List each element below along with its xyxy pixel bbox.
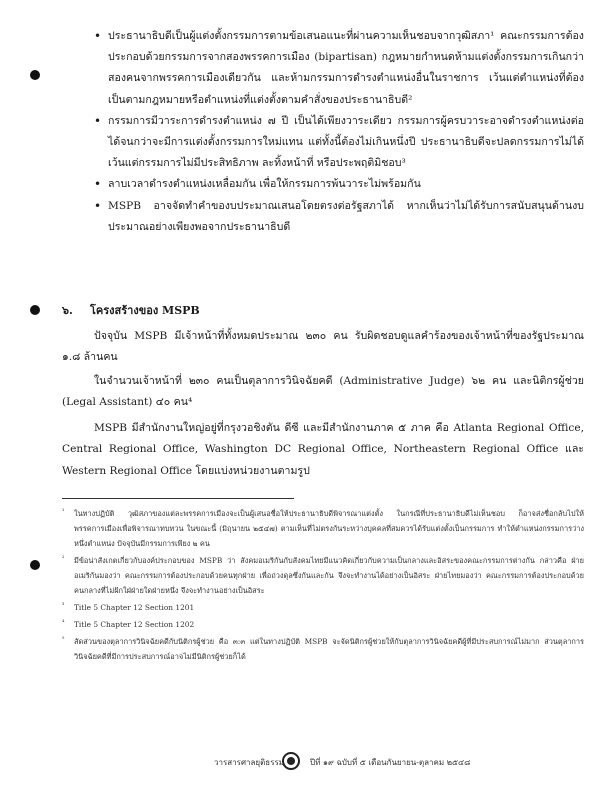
footnote-text: ในทางปฏิบัติ วุฒิสภาของแต่ละพรรคการเมืองจะเป็นผู้เสนอชื่อให้ประธานาธิบดีพิจารณาแต่งตั้ง ในกรณีที่ประธานาธิบดีไม่เห็นชอบ ก็อาจส่งชื่อกลับไปให้พรรคการเมืองเพื่อพิจารณาทบทวน ในขณะนี้ (มิถุนายน ๒๕๔๗) ตามเห็นที่ไม่ตรงกันระหว่างบุคคลที่สมควรได้รับแต่งตั้งเป็นกรรมการ ทำให้ตำแหน่งกรรมการว่างหนึ่งตำแหน่ง ปัจจุบันมีกรรมการเพียง ๒ คน xyxy=(74,509,584,548)
footnote-divider xyxy=(62,498,294,499)
footnote-mark: ⁴ xyxy=(62,619,65,626)
section-heading xyxy=(62,301,200,319)
journal-name: วารสารศาลยุติธรรม xyxy=(214,758,285,767)
bullet-item: • MSPB อาจจัดทำคำของบประมาณเสนอโดยตรงต่อรัฐสภาได้ หากเห็นว่าไม่ได้รับการสนับสนุนด้านงบประมาณอย่างเพียงพอจากประธานาธิบดี xyxy=(94,196,584,238)
footnote xyxy=(62,553,584,598)
binder-hole xyxy=(30,305,40,315)
bullet-item: • ประธานาธิบดีเป็นผู้แต่งตั้งกรรมการตามข้อเสนอแนะที่ผ่านความเห็นชอบจากวุฒิสภา¹ คณะกรรมการต้องประกอบด้วยกรรมการจากสองพรรคการเมือง (bipartisan) กฎหมายกำหนดห้ามแต่งตั้งกรรมการเกินกว่าสองคนจากพรรคการเมืองเดียวกัน และห้ามกรรมการดำรงตำแหน่งอื่นในราชการ เว้นแต่ตำแหน่งที่ต้องเป็นตามกฎหมายหรือตำแหน่งที่แต่งตั้งตามคำสั่งของประธานาธิบดี² xyxy=(94,26,584,111)
footnote-list xyxy=(62,506,584,666)
issue-info: ปีที่ ๑๙ ฉบับที่ ๕ เดือนกันยายน-ตุลาคม ๒๕๔๘ xyxy=(310,758,471,767)
body-paragraph: MSPB มีสำนักงานใหญ่อยู่ที่กรุงวอชิงตัน ดีซี และมีสำนักงานภาค ๕ ภาค คือ Atlanta Regional Office, Central Regional Office, Washington DC Regional Office, Northeastern Regional Office และ Western Regional Office โดยแบ่งหน่วยงานตามรูป xyxy=(62,422,584,477)
court-logo-icon xyxy=(282,752,300,770)
body-paragraph: ในจำนวนเจ้าหน้าที่ ๒๓๐ คนเป็นตุลาการวินิจฉัยคดี (Administrative Judge) ๖๒ คน และนิติกรผู้ช่วย (Legal Assistant) ๔๐ คน⁴ xyxy=(62,375,584,409)
binder-hole xyxy=(30,560,40,570)
page-footer xyxy=(214,752,594,774)
binder-hole xyxy=(30,70,40,80)
section-title: โครงสร้างของ MSPB xyxy=(90,304,200,317)
body-paragraph: ปัจจุบัน MSPB มีเจ้าหน้าที่ทั้งหมดประมาณ ๒๓๐ คน รับผิดชอบดูแลคำร้องของเจ้าหน้าที่ของรัฐประมาณ ๑.๘ ล้านคน xyxy=(62,330,584,364)
footnote-mark: ¹ xyxy=(62,508,65,515)
footnote xyxy=(62,600,584,615)
footnote-text: มีข้อน่าสังเกตเกี่ยวกับองค์ประกอบของ MSPB ว่า สังคมอเมริกันกับสังคมไทยมีแนวคิดเกี่ยวกับความเป็นกลางและอิสระของคณะกรรมการต่างกัน กล่าวคือ ฝ่ายอเมริกันมองว่า คณะกรรมการต้องประกอบด้วยคนทุกฝ่าย เพื่อถ่วงดุลซึ่งกันและกัน จึงจะทำงานได้อย่างเป็นอิสระ ฝ่ายไทยมองว่า คณะกรรมการต้องประกอบด้วยคนกลางที่ไม่ฝักใฝ่ฝ่ายใดฝ่ายหนึ่ง จึงจะทำงานอย่างเป็นอิสระ xyxy=(74,556,584,595)
bullet-item: • ลาบเวลาดำรงตำแหน่งเหลื่อมกัน เพื่อให้กรรมการพ้นวาระไม่พร้อมกัน xyxy=(94,174,584,195)
footnote-text: Title 5 Chapter 12 Section 1202 xyxy=(74,620,195,629)
footnote-mark: ³ xyxy=(62,602,65,609)
footnote-text: Title 5 Chapter 12 Section 1201 xyxy=(74,603,195,612)
footnote xyxy=(62,634,584,664)
footnote xyxy=(62,617,584,632)
section-number: ๖. xyxy=(62,304,73,317)
footnote-mark: ⁵ xyxy=(62,636,65,643)
bullet-item: • กรรมการมีวาระการดำรงตำแหน่ง ๗ ปี เป็นได้เพียงวาระเดียว กรรมการผู้ครบวาระอาจดำรงตำแหน่งต่อได้จนกว่าจะมีการแต่งตั้งกรรมการใหม่แทน แต่ทั้งนี้ต้องไม่เกินหนึ่งปี ประธานาธิบดีจะปลดกรรมการไม่ได้ เว้นแต่กรรมการไม่มีประสิทธิภาพ ละทิ้งหน้าที่ หรือประพฤติมิชอบ³ xyxy=(94,111,584,175)
footnote-mark: ² xyxy=(62,555,65,562)
footnote-text: สัดส่วนของตุลาการวินิจฉัยคดีกับนิติกรผู้ช่วย คือ ๓:๓ แต่ในทางปฏิบัติ MSPB จะจัดนิติกรผู้ช่วยให้กับตุลาการวินิจฉัยคดีผู้ที่มีประสบการณ์ไม่มาก ส่วนตุลาการวินิจฉัยคดีที่มีการประสบการณ์อาจไม่มีนิติกรผู้ช่วยก็ได้ xyxy=(74,637,584,661)
bullet-list xyxy=(94,26,584,238)
footnote xyxy=(62,506,584,551)
